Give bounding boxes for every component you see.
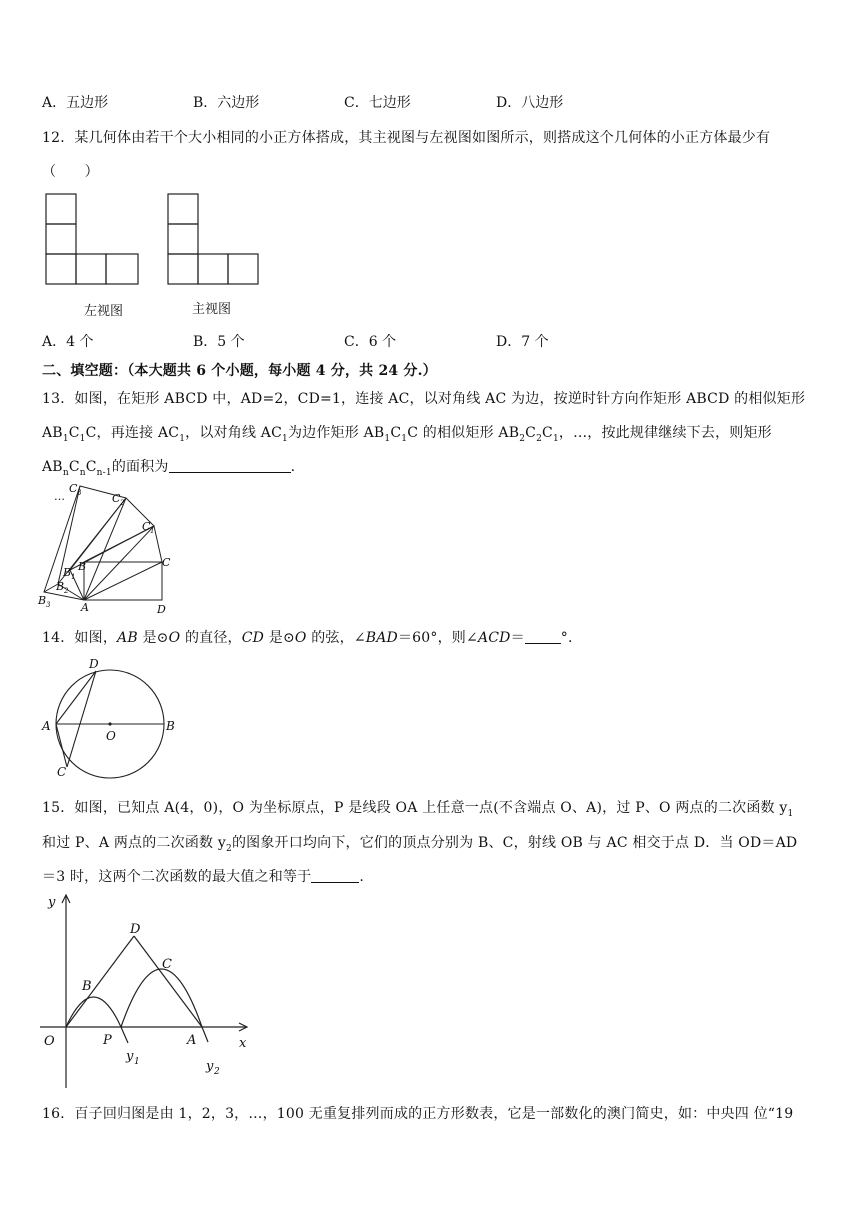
- svg-text:C: C: [162, 556, 171, 569]
- svg-text:O: O: [106, 729, 116, 743]
- svg-text:C: C: [57, 765, 67, 779]
- left-view-cube: [46, 254, 76, 284]
- q13-rectangles-figure: [36, 480, 186, 620]
- q15-line3: ＝3 时，这两个二次函数的最大值之和等于 .: [42, 869, 365, 885]
- svg-text:B: B: [63, 566, 72, 579]
- main-view-cube: [168, 194, 198, 224]
- q11-option-c: C．七边形: [344, 95, 411, 111]
- main-view-label: 主视图: [192, 302, 232, 317]
- svg-text:A: A: [81, 601, 89, 614]
- svg-text:B: B: [56, 580, 65, 593]
- svg-text:…: …: [54, 490, 65, 503]
- q12-views-figure: [40, 188, 280, 288]
- q16-text: 16．百子回归图是由 1，2，3，…，100 无重复排列而成的正方形数表，它是一部数化的澳门简史，如：中央四 位“19: [42, 1106, 794, 1122]
- svg-text:B: B: [78, 560, 87, 573]
- q15-parabola-figure: [36, 890, 266, 1090]
- q11-option-b: B．六边形: [193, 95, 260, 111]
- main-view-cube: [198, 254, 228, 284]
- svg-text:A: A: [42, 719, 51, 733]
- q14-circle-figure: [36, 652, 186, 784]
- svg-text:B: B: [38, 594, 47, 607]
- left-view-cube: [106, 254, 138, 284]
- svg-text:2: 2: [120, 499, 125, 507]
- main-view-cube: [228, 254, 258, 284]
- q12-text-line2: （ ）: [42, 164, 99, 180]
- q15-line2: 和过 P、A 两点的二次函数 $y_2$的图象开口均向下，它们的顶点分别为 B、C，射线 OB 与 AC 相交于点 D．当 OD＝AD: [42, 835, 798, 854]
- left-view-cube: [46, 194, 76, 224]
- svg-text:C: C: [69, 482, 78, 495]
- svg-text:1: 1: [150, 527, 155, 535]
- svg-text:x: x: [239, 1036, 247, 1051]
- svg-text:A: A: [187, 1033, 197, 1048]
- section2-heading: 二、填空题：（本大题共 6 个小题，每小题 4 分，共 24 分.）: [42, 363, 437, 379]
- q14-answer-blank[interactable]: [525, 629, 561, 644]
- q12-text-line1: 12．某几何体由若干个大小相同的小正方体搭成，其主视图与左视图如图所示，则搭成这个几何体的小正方体最少有: [42, 130, 771, 146]
- svg-text:y: y: [206, 1059, 214, 1074]
- svg-text:B: B: [82, 979, 92, 994]
- svg-text:C: C: [112, 492, 121, 505]
- svg-text:3: 3: [77, 489, 82, 497]
- q12-option-b: B．5 个: [193, 334, 245, 350]
- svg-text:3: 3: [46, 601, 51, 609]
- svg-text:D: D: [130, 922, 141, 937]
- q15-line1: 15．如图，已知点 A(4，0)，O 为坐标原点，P 是线段 OA 上任意一点(不含端点 O、A)，过 P、O 两点的二次函数 $y_1$: [42, 800, 794, 819]
- svg-text:2: 2: [214, 1067, 220, 1077]
- q13-line2: $AB_1C_1C$，再连接 $AC_1$，以对角线 $AC_1$为边作矩形 $AB_1C_1C$ 的相似矩形 $AB_2C_2C_1$，…，按此规律继续下去，则矩形: [42, 425, 772, 444]
- q13-line1: 13．如图，在矩形 ABCD 中，AD=2，CD=1，连接 AC，以对角线 AC 为边，按逆时针方向作矩形 ABCD 的相似矩形: [42, 391, 806, 407]
- q11-option-a: A．五边形: [42, 95, 109, 111]
- q12-option-d: D．7 个: [496, 334, 549, 350]
- svg-text:1: 1: [134, 1057, 140, 1067]
- svg-text:O: O: [44, 1034, 55, 1049]
- svg-text:1: 1: [71, 573, 76, 581]
- q12-option-c: C．6 个: [344, 334, 397, 350]
- q11-option-d: D．八边形: [496, 95, 564, 111]
- left-view-label: 左视图: [84, 304, 124, 319]
- svg-text:D: D: [89, 657, 99, 671]
- svg-text:B: B: [166, 719, 175, 733]
- svg-text:C: C: [162, 957, 172, 972]
- svg-text:D: D: [157, 603, 166, 616]
- q15-answer-blank[interactable]: [311, 868, 359, 883]
- svg-text:y: y: [126, 1049, 134, 1064]
- svg-text:y: y: [48, 895, 56, 910]
- q13-answer-blank[interactable]: [169, 458, 291, 473]
- q12-option-a: A．4 个: [42, 334, 94, 350]
- left-view-cube: [46, 224, 76, 254]
- svg-text:2: 2: [64, 587, 69, 595]
- main-view-cube: [168, 224, 198, 254]
- svg-text:C: C: [142, 520, 151, 533]
- svg-text:P: P: [103, 1033, 112, 1048]
- q14-text: 14．如图，AB 是⊙O 的直径，CD 是⊙O 的弦，∠BAD＝60°，则∠ACD＝ °.: [42, 630, 573, 646]
- main-view-cube: [168, 254, 198, 284]
- q13-line3: $AB_nC_nC_{n-1}$的面积为 .: [42, 459, 296, 478]
- left-view-cube: [76, 254, 106, 284]
